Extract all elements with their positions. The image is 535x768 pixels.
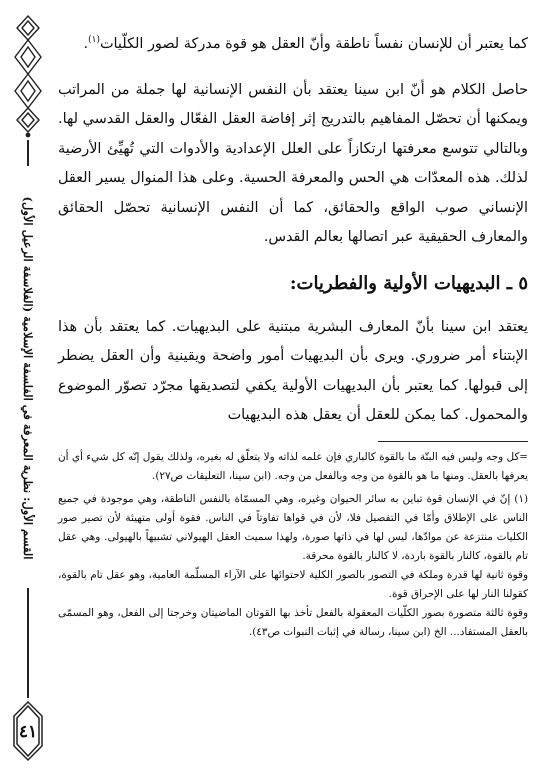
body-paragraph: كما يعتبر أن للإنسان نفساً ناطقة وأنّ العقل هو قوة مدركة لصور الكلّيات$^{(١)}$. xyxy=(83,35,528,52)
section-heading: ٥ ـ البديهيات الأولية والفطريات: xyxy=(289,272,528,294)
margin-rule-bottom xyxy=(27,588,29,698)
footnote-continuation: =كل وجه وليس فيه البتّة ما بالقوة كالباري فإن علمه لذاته ولا يتعلّق له بغيره، ولذلك يقول إنّه كل شيء أي أن يعرفها بالعقل. ومنها ما هو بالقوة من وجه وبالفعل من وجه. (ابن سينا، التعليقات ص٢٧). xyxy=(58,450,528,482)
main-text-block xyxy=(58,30,528,642)
footnote-reference: (١) xyxy=(88,35,100,46)
footnote: (١) إنّ في الإنسان قوة تباين به سائر الحيوان وغيره، وهي المسمّاة بالنفس الناطقة، وهي موجودة في جميع الناس على الإطلاق وأمّا في التفصيل فلا، لأن في قواها تفاوتاً في الناس. فقوة أولى متهيئة لأن تصير صور الكليات منتزعة عن موادّها، ليس لها في ذاتها صورة، ولهذا سميت العقل الهيولاني تشبيهاً بالهيولى. وهي عقل تام بالقوة، كالنار بالقوة باردة، لا كالنار بالقوة محرقة. xyxy=(58,492,528,562)
footnote: وقوة ثالثة متصورة بصور الكلّيات المعقولة بالفعل تأخذ بها القوتان الماضيتان وخرجتا إلى الفعل، وهو المسمّى بالعقل المستفاد... الخ (ابن سينا، رسالة في إثبات النبوات ص٤٣). xyxy=(58,606,528,638)
body-paragraph: حاصل الكلام هو أنّ ابن سينا يعتقد بأن النفس الإنسانية لها جملة من المراتب ويمكنها أن تحصّل المفاهيم بالتدريج إثر إفاضة العقل الفعّال والعقل القدسي لها. وبالتالي تتوسع معرفتها ارتكازاً على العلل الإعدادية والأدوات التي تُهيِّئ الأرضية لذلك. هذه المعدّات هي الحس والمعرفة الحسية. وعلى هذا المنوال يسير العقل الإنساني صوب الواقع والحقائق، كما أن النفس الإنسانية تحصّل الحقائق والمعارف الحقيقية عبر اتصالها بعالم القدس. xyxy=(58,81,528,245)
footnote: وقوة ثانية لها قدرة وملكة في التصور بالصور الكلية لاحتوائها على الآراء المسلّمة العامية، وهو عقل تام بالقوة، كقولنا النار لها على الإحراق قوة. xyxy=(58,568,528,600)
footnote-separator xyxy=(378,441,528,442)
running-head: القسم الأول: نظرية المعرفة في الفلسفة الإسلامية (الفلاسفة الرعيل الأول) xyxy=(21,196,35,560)
body-paragraph: يعتقد ابن سينا بأنّ المعارف البشرية مبتنية على البديهيات. كما يعتقد بأن هذا الإبتناء أمر ضروري. ويرى بأن البديهيات أمور واضحة ويقينية وأن العقل يضطر إلى قبولها. كما يعتبر بأن البديهيات الأولية يكفي لتصديقها مجرّد تصوّر الموضوع والمحمول. كما يمكن للعقل أن يعقل هذه البديهيات xyxy=(58,318,528,423)
diamond-chain-ornament-icon xyxy=(12,14,44,138)
page-number: ٤١ xyxy=(18,722,38,742)
margin-rule-top xyxy=(27,140,29,166)
paragraph-text: كما يعتبر أن للإنسان نفساً ناطقة وأنّ العقل هو قوة مدركة لصور الكلّيات xyxy=(100,36,528,52)
margin-ornament-column xyxy=(4,0,52,768)
